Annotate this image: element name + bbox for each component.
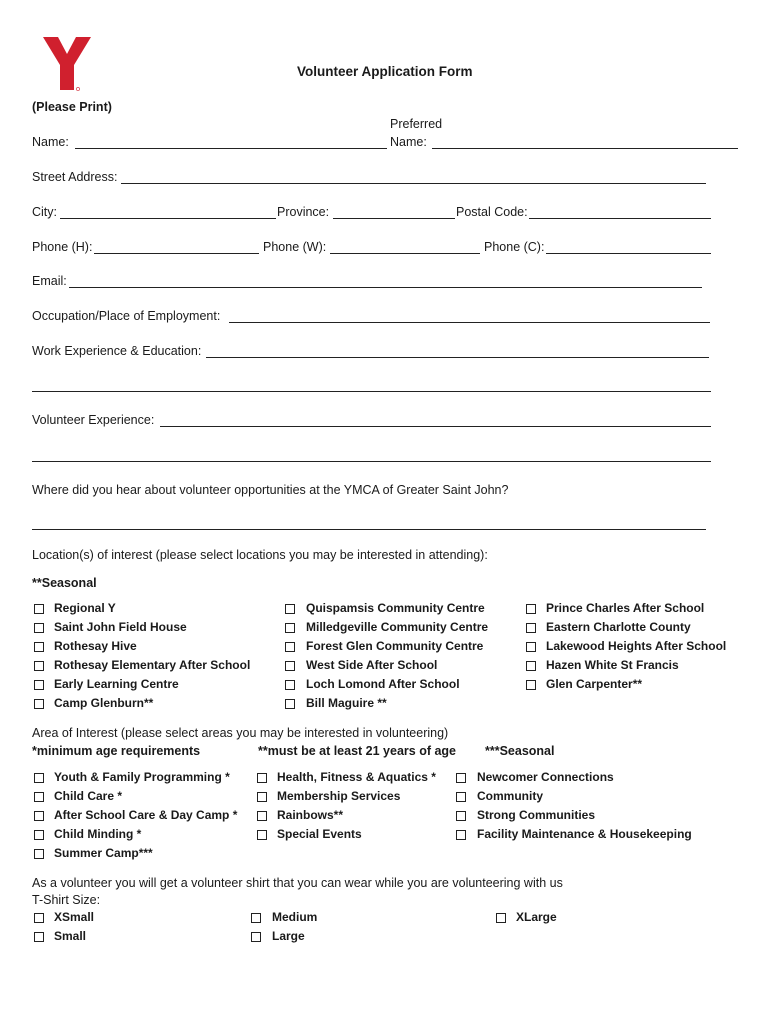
- area-option-label: Newcomer Connections: [477, 770, 614, 784]
- area-option-label: Child Care *: [54, 789, 123, 803]
- area-option-label: Special Events: [277, 827, 362, 841]
- location-option-label: Hazen White St Francis: [546, 658, 679, 672]
- location-option-checkbox[interactable]: [34, 661, 44, 671]
- please-print-note: (Please Print): [32, 100, 112, 114]
- area-option-checkbox[interactable]: [456, 830, 466, 840]
- area-option-label: After School Care & Day Camp *: [54, 808, 238, 822]
- area-option-label: Summer Camp***: [54, 846, 153, 860]
- city-label: City:: [32, 205, 57, 219]
- location-option-checkbox[interactable]: [34, 642, 44, 652]
- location-option-checkbox[interactable]: [34, 680, 44, 690]
- area-option-checkbox[interactable]: [34, 792, 44, 802]
- street-label: Street Address:: [32, 170, 118, 184]
- location-option-checkbox[interactable]: [34, 604, 44, 614]
- area-option-checkbox[interactable]: [456, 811, 466, 821]
- location-option-checkbox[interactable]: [526, 623, 536, 633]
- location-option-checkbox[interactable]: [526, 642, 536, 652]
- area-option-label: Rainbows**: [277, 808, 344, 822]
- occupation-field[interactable]: [229, 322, 710, 323]
- phone-home-field[interactable]: [94, 253, 259, 254]
- name-label: Name:: [32, 135, 69, 149]
- shirt-size-option-label: Small: [54, 929, 87, 943]
- postal-label: Postal Code:: [456, 205, 528, 219]
- area-option-label: Facility Maintenance & Housekeeping: [477, 827, 692, 841]
- volunteer-experience-label: Volunteer Experience:: [32, 413, 155, 427]
- name-field[interactable]: [75, 148, 387, 149]
- areas-heading: Area of Interest (please select areas you may be interested in volunteering): [32, 726, 449, 740]
- shirt-size-option-label: Medium: [272, 910, 318, 924]
- shirt-size-option-label: Large: [272, 929, 305, 943]
- location-option-checkbox[interactable]: [285, 623, 295, 633]
- area-option-checkbox[interactable]: [456, 792, 466, 802]
- area-option-label: Membership Services: [277, 789, 401, 803]
- preferred-label: Preferred: [390, 117, 443, 131]
- email-field[interactable]: [69, 287, 702, 288]
- shirt-size-option-label: XSmall: [54, 910, 95, 924]
- phone-work-label: Phone (W):: [263, 240, 327, 254]
- age-note-minimum: *minimum age requirements: [32, 744, 201, 758]
- location-option-label: West Side After School: [306, 658, 438, 672]
- occupation-label: Occupation/Place of Employment:: [32, 309, 221, 323]
- ymca-y-logo-icon: [41, 37, 93, 93]
- area-option-label: Child Minding *: [54, 827, 142, 841]
- city-field[interactable]: [60, 218, 276, 219]
- volunteer-experience-field-line2[interactable]: [32, 461, 711, 462]
- shirt-size-label: T-Shirt Size:: [32, 893, 101, 907]
- area-option-checkbox[interactable]: [34, 849, 44, 859]
- shirt-size-option-checkbox[interactable]: [251, 932, 261, 942]
- age-note-seasonal: ***Seasonal: [485, 744, 555, 758]
- location-option-label: Rothesay Hive: [54, 639, 137, 653]
- hear-about-label: Where did you hear about volunteer opportunities at the YMCA of Greater Saint John?: [32, 483, 509, 497]
- location-option-checkbox[interactable]: [285, 661, 295, 671]
- location-option-checkbox[interactable]: [285, 680, 295, 690]
- area-option-label: Health, Fitness & Aquatics *: [277, 770, 436, 784]
- phone-work-field[interactable]: [330, 253, 480, 254]
- location-option-label: Bill Maguire **: [306, 696, 387, 710]
- location-option-label: Glen Carpenter**: [546, 677, 643, 691]
- shirt-intro: As a volunteer you will get a volunteer shirt that you can wear while you are volunteering with us: [32, 876, 563, 890]
- area-option-checkbox[interactable]: [257, 773, 267, 783]
- phone-cell-label: Phone (C):: [484, 240, 545, 254]
- area-option-label: Strong Communities: [477, 808, 596, 822]
- volunteer-experience-field[interactable]: [160, 426, 711, 427]
- area-option-label: Community: [477, 789, 543, 803]
- form-title: Volunteer Application Form: [297, 64, 473, 79]
- street-field[interactable]: [121, 183, 706, 184]
- location-option-checkbox[interactable]: [285, 642, 295, 652]
- hear-about-field[interactable]: [32, 529, 706, 530]
- location-option-checkbox[interactable]: [34, 699, 44, 709]
- area-option-checkbox[interactable]: [257, 792, 267, 802]
- email-label: Email:: [32, 274, 67, 288]
- location-option-label: Regional Y: [54, 601, 116, 615]
- shirt-size-option-label: XLarge: [516, 910, 557, 924]
- phone-cell-field[interactable]: [546, 253, 711, 254]
- preferred-name-label: Name:: [390, 135, 427, 149]
- location-option-checkbox[interactable]: [526, 680, 536, 690]
- work-experience-label: Work Experience & Education:: [32, 344, 202, 358]
- area-option-checkbox[interactable]: [34, 830, 44, 840]
- location-option-label: Lakewood Heights After School: [546, 639, 727, 653]
- shirt-size-option-checkbox[interactable]: [34, 913, 44, 923]
- area-option-checkbox[interactable]: [34, 811, 44, 821]
- location-option-label: Saint John Field House: [54, 620, 187, 634]
- area-option-label: Youth & Family Programming *: [54, 770, 230, 784]
- location-option-label: Loch Lomond After School: [306, 677, 460, 691]
- shirt-size-option-checkbox[interactable]: [496, 913, 506, 923]
- location-option-label: Prince Charles After School: [546, 601, 705, 615]
- shirt-size-option-checkbox[interactable]: [34, 932, 44, 942]
- area-option-checkbox[interactable]: [34, 773, 44, 783]
- location-option-label: Camp Glenburn**: [54, 696, 154, 710]
- phone-home-label: Phone (H):: [32, 240, 93, 254]
- postal-field[interactable]: [529, 218, 711, 219]
- preferred-name-field[interactable]: [432, 148, 738, 149]
- location-option-label: Forest Glen Community Centre: [306, 639, 484, 653]
- shirt-size-option-checkbox[interactable]: [251, 913, 261, 923]
- province-field[interactable]: [333, 218, 455, 219]
- location-option-checkbox[interactable]: [285, 699, 295, 709]
- locations-heading: Location(s) of interest (please select locations you may be interested in attending):: [32, 548, 488, 562]
- seasonal-note: **Seasonal: [32, 576, 97, 590]
- location-option-label: Milledgeville Community Centre: [306, 620, 489, 634]
- age-note-21: **must be at least 21 years of age: [258, 744, 457, 758]
- province-label: Province:: [277, 205, 330, 219]
- area-option-checkbox[interactable]: [257, 830, 267, 840]
- location-option-checkbox[interactable]: [526, 661, 536, 671]
- location-option-checkbox[interactable]: [526, 604, 536, 614]
- work-experience-field[interactable]: [206, 357, 709, 358]
- location-option-label: Rothesay Elementary After School: [54, 658, 251, 672]
- location-option-label: Quispamsis Community Centre: [306, 601, 485, 615]
- area-option-checkbox[interactable]: [456, 773, 466, 783]
- area-option-checkbox[interactable]: [257, 811, 267, 821]
- work-experience-field-line2[interactable]: [32, 391, 711, 392]
- location-option-checkbox[interactable]: [34, 623, 44, 633]
- location-option-label: Early Learning Centre: [54, 677, 179, 691]
- location-option-checkbox[interactable]: [285, 604, 295, 614]
- location-option-label: Eastern Charlotte County: [546, 620, 691, 634]
